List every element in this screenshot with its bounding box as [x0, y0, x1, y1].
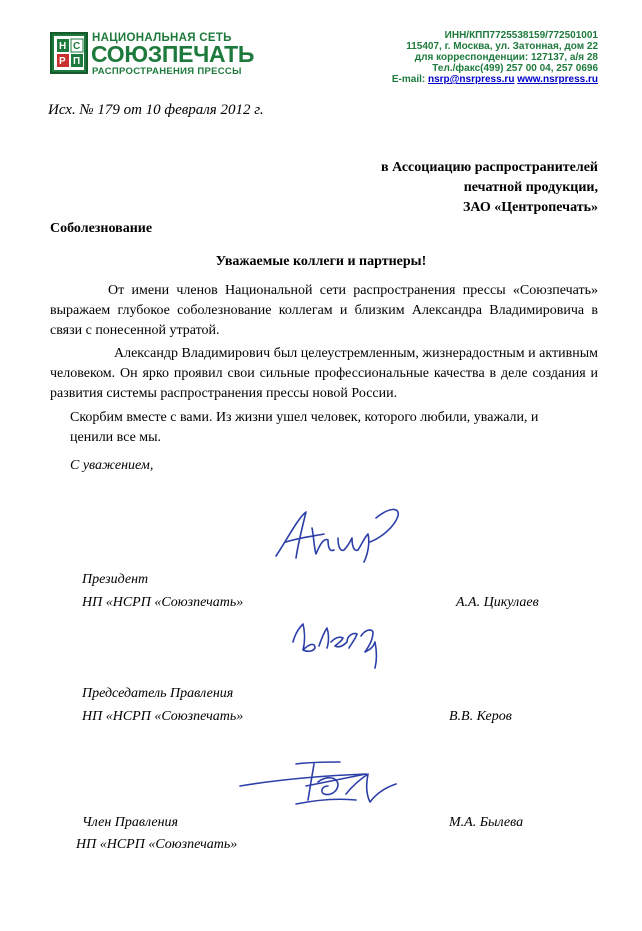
signature-chairman [285, 612, 395, 672]
email-line [392, 74, 598, 85]
logo-top-line: НАЦИОНАЛЬНАЯ СЕТЬ [92, 32, 232, 44]
email-label: E-mail: [391, 74, 428, 85]
body-paragraph-2: Александр Владимирович был целеустремленным, жизнерадостным и активным человеком. Он ярко проявил свои сильные профессиональные качества в деле создания и развития системы распространения прессы новой России. [50, 346, 598, 401]
svg-text:П: П [73, 56, 81, 67]
logo-bottom-line: РАСПРОСТРАНЕНИЯ ПРЕССЫ [92, 66, 242, 77]
logo-main-text: СОЮЗПЕЧАТЬ [91, 41, 255, 67]
recipient-line-2: печатной продукции, [463, 180, 598, 195]
inn-line: ИНН/КПП7725538159/772501001 [444, 30, 598, 41]
recipient-line-1: в Ассоциацию распространителей [381, 160, 598, 175]
signatory-2-organization: НП «НСРП «Союзпечать» [82, 709, 244, 724]
signatory-3-position: Член Правления [82, 815, 179, 830]
website-link[interactable]: www.nsrpress.ru [517, 74, 598, 85]
address-line: 115407, г. Москва, ул. Затонная, дом 22 [406, 41, 598, 52]
subject-heading: Соболезнование [50, 221, 153, 236]
phone-line: Тел./факс(499) 257 00 04, 257 0696 [432, 63, 598, 74]
signatory-3-organization: НП «НСРП «Союзпечать» [76, 837, 238, 852]
company-logo [50, 32, 276, 76]
logo-mark [50, 32, 88, 74]
signature-board-member [236, 754, 406, 810]
contact-block [392, 30, 598, 85]
svg-text:Р: Р [59, 56, 66, 67]
signatory-2-position: Председатель Правления [82, 686, 234, 701]
signatory-1-organization: НП «НСРП «Союзпечать» [82, 595, 244, 610]
mail-line: для корреспонденции: 127137, а/я 28 [414, 52, 598, 63]
signatory-3-name: М.А. Былева [449, 815, 524, 830]
greeting: Уважаемые коллеги и партнеры! [215, 254, 427, 269]
signatory-1-name: А.А. Цикулаев [456, 595, 539, 610]
outgoing-number: Исх. № 179 от 10 февраля 2012 г. [48, 102, 264, 118]
signature-president [268, 498, 408, 568]
svg-text:С: С [73, 41, 81, 52]
signatory-1-position: Президент [82, 572, 149, 587]
recipient-line-3: ЗАО «Центропечать» [463, 200, 598, 215]
body-paragraph-3: Скорбим вместе с вами. Из жизни ушел человек, которого любили, уважали, и ценили все мы. [70, 410, 539, 445]
svg-text:Н: Н [59, 41, 67, 52]
recipient-block [381, 158, 598, 218]
closing-phrase: С уважением, [70, 458, 154, 473]
email-link[interactable]: nsrp@nsrpress.ru [427, 74, 515, 85]
body-paragraph-1: От имени членов Национальной сети распространения прессы «Союзпечать» выражаем глубокое соболезнование коллегам и близким Александра Владимировича в связи с понесенной утратой. [50, 283, 598, 338]
signatory-2-name: В.В. Керов [449, 709, 512, 724]
